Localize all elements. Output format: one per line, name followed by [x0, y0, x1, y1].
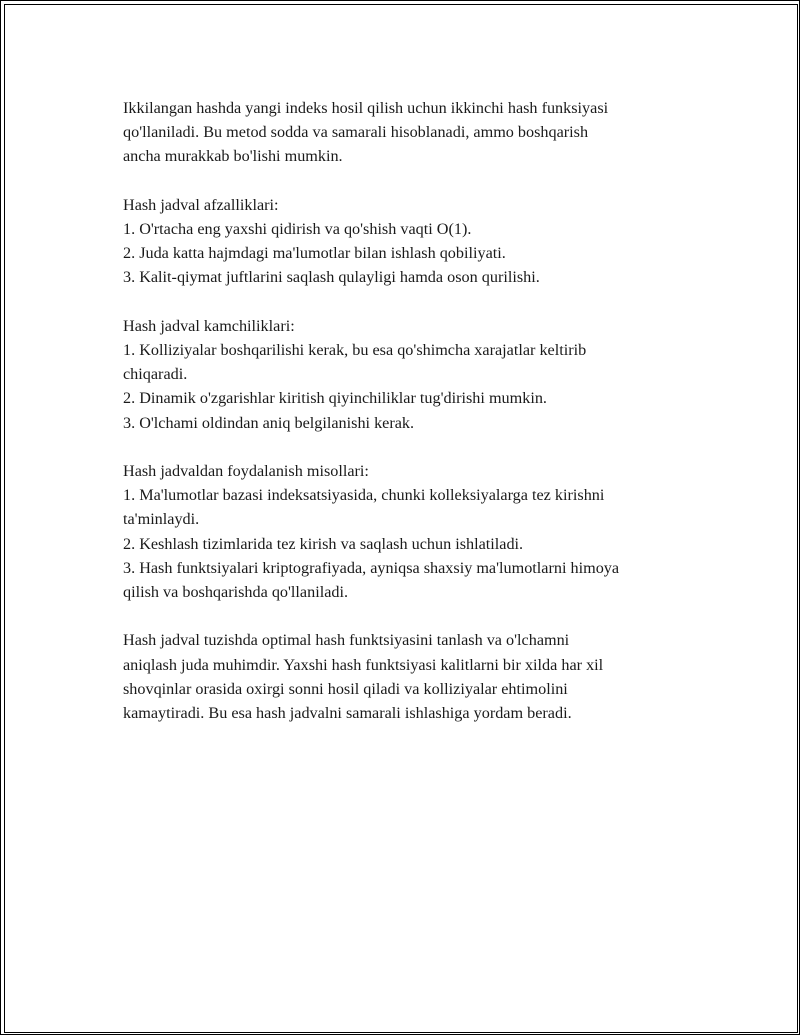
text-line: Hash jadval tuzishda optimal hash funktsiyasini tanlash va o'lchamni: [123, 631, 570, 650]
list-item-continuation: chiqaradi.: [123, 365, 188, 384]
page-border: [4, 4, 798, 1033]
list-item: 2. Juda katta hajmdagi ma'lumotlar bilan ishlash qobiliyati.: [123, 244, 506, 263]
list-item: 2. Dinamik o'zgarishlar kiritish qiyinchiliklar tug'dirishi mumkin.: [123, 389, 547, 408]
list-item: 3. O'lchami oldindan aniq belgilanishi kerak.: [123, 413, 415, 432]
examples-section: [123, 459, 703, 604]
document-body: [123, 96, 703, 725]
disadvantages-heading: Hash jadval kamchiliklari:: [123, 316, 295, 335]
text-line: qo'llaniladi. Bu metod sodda va samarali hisoblanadi, ammo boshqarish: [123, 123, 589, 142]
list-item-continuation: qilish va boshqarishda qo'llaniladi.: [123, 583, 349, 602]
text-line: Ikkilangan hashda yangi indeks hosil qilish uchun ikkinchi hash funksiyasi: [123, 99, 609, 117]
list-item: 1. O'rtacha eng yaxshi qidirish va qo'shish vaqti O(1).: [123, 220, 472, 238]
list-item: 3. Kalit-qiymat juftlarini saqlash qulayligi hamda oson qurilishi.: [123, 268, 540, 287]
advantages-heading: Hash jadval afzalliklari:: [123, 195, 279, 214]
list-item: 2. Keshlash tizimlarida tez kirish va saqlash uchun ishlatiladi.: [123, 534, 524, 553]
list-item: 1. Kolliziyalar boshqarilishi kerak, bu esa qo'shimcha xarajatlar keltirib: [123, 341, 587, 359]
list-item: 3. Hash funktsiyalari kriptografiyada, ayniqsa shaxsiy ma'lumotlarni himoya: [123, 558, 620, 577]
text-line: ancha murakkab bo'lishi mumkin.: [123, 147, 343, 166]
text-line: aniqlash juda muhimdir. Yaxshi hash funktsiyasi kalitlarni bir xilda har xil: [123, 655, 604, 674]
intro-paragraph: [123, 96, 703, 169]
text-line: shovqinlar orasida oxirgi sonni hosil qiladi va kolliziyalar ehtimolini: [123, 679, 568, 698]
list-item: 1. Ma'lumotlar bazasi indeksatsiyasida, chunki kolleksiyalarga tez kirishni: [123, 486, 605, 505]
examples-heading: Hash jadvaldan foydalanish misollari:: [123, 462, 369, 480]
list-item-continuation: ta'minlaydi.: [123, 510, 200, 529]
conclusion-paragraph: [123, 628, 703, 725]
text-line: kamaytiradi. Bu esa hash jadvalni samarali ishlashiga yordam beradi.: [123, 704, 572, 723]
advantages-section: [123, 193, 703, 290]
disadvantages-section: [123, 314, 703, 435]
